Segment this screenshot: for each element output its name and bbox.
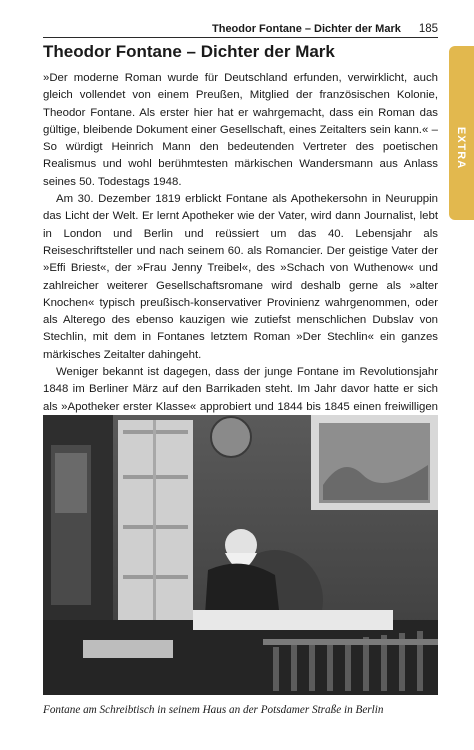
page-number: 185 — [418, 23, 438, 35]
header-rule — [43, 37, 438, 38]
running-head-title: Theodor Fontane – Dichter der Mark — [212, 23, 401, 35]
paragraph-2: Am 30. Dezember 1819 erblickt Fontane als Apothekersohn in Neuruppin das Licht der Welt. Er lernt Apotheker wie der Vater, wird dann Journalist, lebt in London und Berlin und reüssiert um das 40. Lebensjahr als Reiseschriftsteller und nach seinem 60. als Romancier. Der geistige Vater der »Effi Briest«, der »Frau Jenny Treibel«, des »Schach von Wuthenow« und zahlreicher weiterer Gesellschaftsromane wird deshalb gerne als »alter Knochen« typisch preußisch-konservativer Provinienz wahrgenommen, oder als Alterego des ebenso kauzigen wie zutiefst menschlichen Dubslav von Stechlin, mit dem in Fontanes letztem Roman »Der Stechlin« ein ganzes märkisches Zeitalter dahingeht. — [43, 193, 438, 361]
fontane-photo — [43, 415, 438, 695]
article-title: Theodor Fontane – Dichter der Mark — [43, 42, 335, 61]
running-head — [212, 21, 438, 37]
extra-side-tab — [449, 46, 474, 220]
paragraph-3: Weniger bekannt ist dagegen, dass der junge Fontane im Revolutionsjahr 1848 im Berliner März auf den Barrikaden steht. Im Jahr davor hatte er sich als »Apotheker erster Klasse« approbiert und 1844 bis 1845 einen freiwilligen — [43, 366, 438, 413]
extra-tab-label: EXTRA — [455, 126, 467, 170]
photo-illustration — [43, 415, 438, 695]
photo-caption: Fontane am Schreibtisch in seinem Haus an der Potsdamer Straße in Berlin — [43, 704, 384, 716]
paragraph-1: »Der moderne Roman wurde für Deutschland erfunden, verwirklicht, auch gleich vollendet von einem Preußen, Mitglied der französischen Kolonie, Theodor Fontane. Als erster hier hat er wahrgemacht, dass ein Roman das gültige, bleibende Dokument einer Gesellschaft, eines Zeitalters sein kann.« – So würdigt Heinrich Mann den bedeutenden Vertreter des poetischen Realismus und wohl berühmtesten märkischen Wandersmann aus Anlass seines 50. Todestags 1948. — [43, 72, 438, 188]
